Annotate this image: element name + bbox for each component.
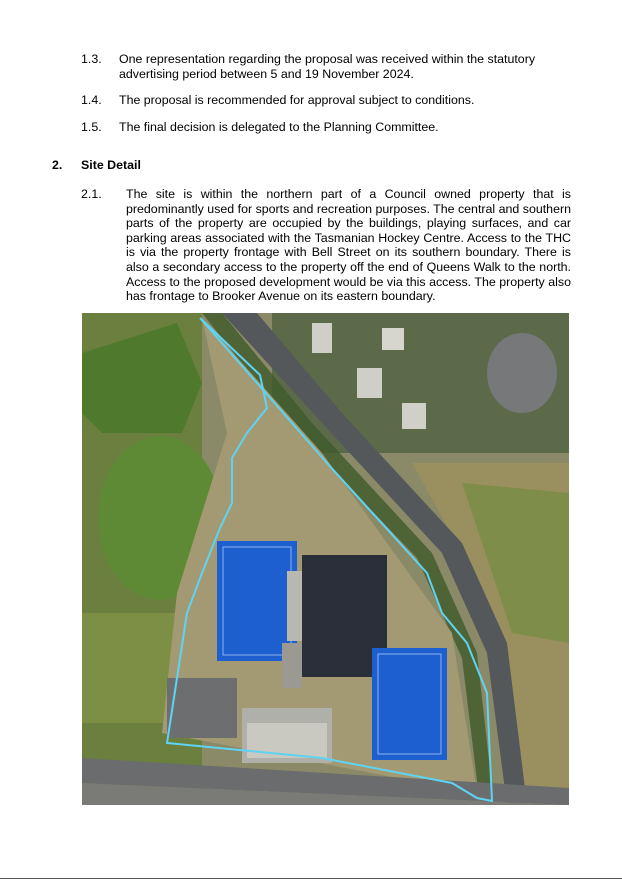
item-number: 1.5. — [81, 120, 102, 134]
item-text: One representation regarding the proposal was received within the statutory advertising period between 5 and 19 November 2024. — [119, 52, 536, 81]
section-number: 2. — [52, 158, 63, 172]
site-detail-paragraph: The site is within the northern part of a Council owned property that is predominantly used for sports and recreation purposes. The central and southern parts of the property are occupied by the buildings, playing surfaces, and car parking areas associated with the Tasmanian Hockey Centre. Access to the THC is via the property frontage with Bell Street on its southern boundary. There is also a secondary access to the property off the end of Queens Walk to the north. Access to the proposed development would be via this access. The property also has frontage to Brooker Avenue on its eastern boundary. — [126, 187, 571, 304]
item-number: 1.4. — [81, 93, 102, 107]
section-title: Site Detail — [81, 158, 141, 172]
paragraph-number: 2.1. — [81, 187, 102, 201]
item-text: The proposal is recommended for approval subject to conditions. — [119, 93, 475, 107]
item-number: 1.3. — [81, 52, 102, 66]
aerial-site-map — [82, 313, 569, 805]
footer-divider — [0, 878, 622, 879]
item-text: The final decision is delegated to the Planning Committee. — [119, 120, 439, 134]
